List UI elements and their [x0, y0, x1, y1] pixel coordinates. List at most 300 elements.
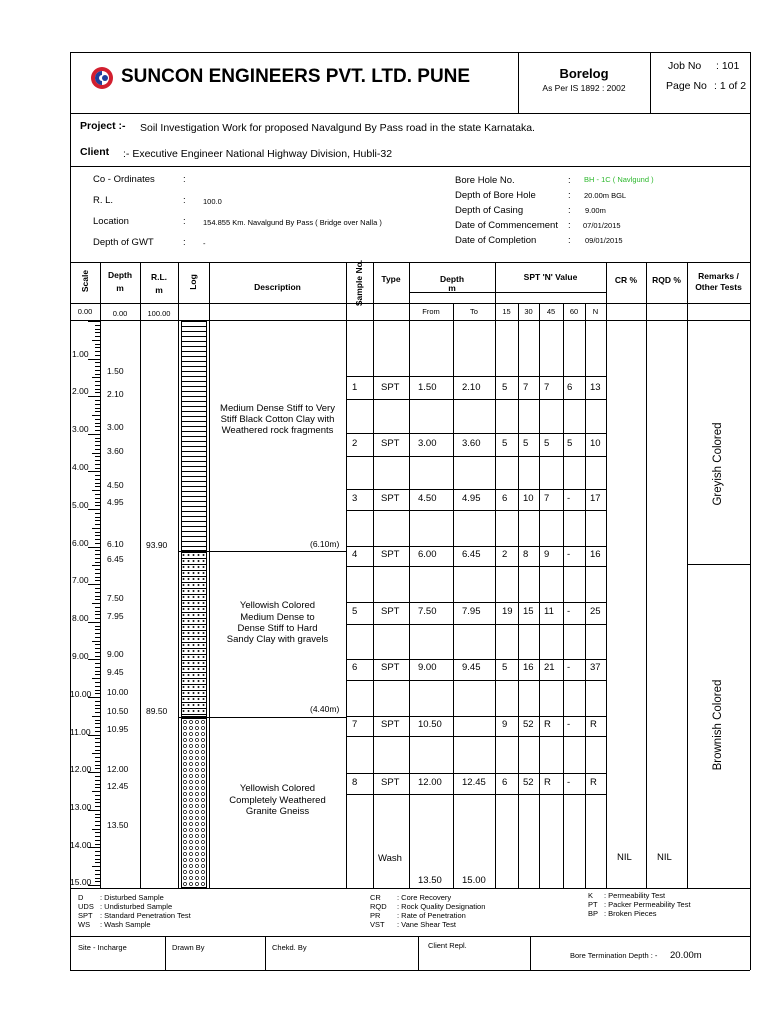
depth-label: 3.00 [107, 422, 124, 432]
scale-tick [95, 389, 100, 390]
scale-tick [95, 438, 100, 439]
scale-tick [95, 874, 100, 875]
scale-tick [95, 498, 100, 499]
legend-code: VST [370, 920, 385, 929]
scale-tick [95, 486, 100, 487]
sample-from: 6.00 [418, 549, 437, 560]
scale-tick [95, 554, 100, 555]
scale-label: 4.00 [72, 462, 89, 472]
scale-tick [95, 381, 100, 382]
sample-no: 3 [352, 493, 358, 504]
drawn-by: Drawn By [172, 943, 205, 952]
scale-tick [95, 404, 100, 405]
job-label: Job No [668, 60, 702, 72]
rl-label: 89.50 [146, 706, 168, 716]
scale-tick [95, 355, 100, 356]
scale-tick [95, 870, 100, 871]
scale-tick [95, 840, 100, 841]
legend-code: RQD [370, 902, 387, 911]
scale-tick [95, 750, 100, 751]
depth-label: 6.10 [107, 539, 124, 549]
scale-tick [95, 599, 100, 600]
scale-tick [95, 423, 100, 424]
legend-meaning: : Rock Quality Designation [397, 902, 486, 911]
scale-tick [92, 791, 100, 792]
page-value: : 1 of 2 [714, 80, 747, 92]
scale-label: 5.00 [72, 500, 89, 510]
legend-code: SPT [78, 911, 93, 920]
scale-tick [95, 550, 100, 551]
sample-type: SPT [381, 382, 400, 393]
sample-type: SPT [381, 777, 400, 788]
scale-tick [95, 795, 100, 796]
wash-type: Wash [378, 853, 402, 864]
start-colon: : [568, 220, 571, 231]
header-spt: SPT 'N' Value [523, 272, 578, 282]
casing-colon: : [568, 205, 571, 216]
scale-tick [95, 614, 100, 615]
sample-N: 25 [590, 606, 601, 617]
scale-tick [95, 671, 100, 672]
scale-tick [88, 321, 100, 322]
first-depth: 0.00 [112, 309, 128, 318]
scale-tick [95, 701, 100, 702]
sample-type: SPT [381, 493, 400, 504]
dbh-value: 20.00m BGL [584, 191, 627, 200]
layer-description-line: Yellowish Colored [239, 600, 316, 611]
sample-N: 10 [590, 438, 601, 449]
sample-from: 12.00 [418, 777, 442, 788]
header-depth2-unit: m [448, 283, 456, 293]
depth-label: 3.60 [107, 446, 124, 456]
start-label: Date of Commencement [455, 220, 558, 231]
legend-meaning: : Wash Sample [100, 920, 151, 929]
scale-tick [95, 844, 100, 845]
scale-tick [92, 716, 100, 717]
scale-label: 11.00 [70, 727, 91, 737]
header-45: 45 [546, 307, 556, 316]
scale-tick [95, 821, 100, 822]
depth-label: 4.50 [107, 480, 124, 490]
scale-tick [95, 344, 100, 345]
scale-tick [92, 603, 100, 604]
scale-tick [95, 784, 100, 785]
scale-tick [95, 682, 100, 683]
sample-N: R [590, 719, 597, 730]
scale-tick [95, 787, 100, 788]
layer-description-line: Sandy Clay with gravels [226, 634, 329, 645]
sample-n45: R [544, 719, 551, 730]
scale-tick [95, 400, 100, 401]
project-label: Project :- [80, 120, 126, 132]
scale-tick [95, 626, 100, 627]
scale-tick [95, 727, 100, 728]
scale-tick [95, 524, 100, 525]
scale-tick [95, 426, 100, 427]
scale-tick [88, 396, 100, 397]
scale-tick [95, 708, 100, 709]
chekd-by: Chekd. By [272, 943, 307, 952]
scale-label: 12.00 [70, 764, 92, 774]
scale-label: 6.00 [72, 538, 89, 548]
scale-tick [88, 509, 100, 510]
scale-tick [95, 817, 100, 818]
sample-from: 9.00 [418, 662, 437, 673]
rl-label: 93.90 [146, 540, 168, 550]
scale-tick [95, 862, 100, 863]
location-colon: : [183, 216, 186, 227]
scale-tick [95, 731, 100, 732]
sample-to: 6.45 [462, 549, 481, 560]
rl-value: 100.0 [203, 197, 222, 206]
scale-label: 7.00 [72, 575, 89, 585]
scale-tick [95, 693, 100, 694]
depth-label: 10.95 [107, 724, 129, 734]
sample-no: 8 [352, 777, 358, 788]
depth-label: 9.00 [107, 649, 124, 659]
scale-tick [95, 347, 100, 348]
scale-tick [88, 659, 100, 660]
depth-label: 13.50 [107, 820, 129, 830]
doc-title: Borelog [559, 66, 609, 81]
sample-n30: 10 [523, 493, 534, 504]
sample-N: R [590, 777, 597, 788]
wash-rqd: NIL [657, 852, 672, 863]
scale-tick [95, 513, 100, 514]
depth-label: 1.50 [107, 366, 124, 376]
doc-subtitle: As Per IS 1892 : 2002 [542, 83, 626, 93]
sample-n30: 15 [523, 606, 534, 617]
gwt-label: Depth of GWT [93, 237, 154, 248]
header-depth2: Depth [439, 274, 465, 284]
scale-tick [95, 468, 100, 469]
legend-meaning: : Permeability Test [604, 891, 666, 900]
sample-n15: 2 [502, 549, 508, 560]
scale-tick [95, 596, 100, 597]
layer-description-line: Granite Gneiss [245, 806, 310, 817]
legend-meaning: : Rate of Penetration [397, 911, 466, 920]
sample-no: 7 [352, 719, 358, 730]
scale-tick [95, 637, 100, 638]
scale-label: 1.00 [72, 349, 89, 359]
scale-tick [95, 329, 100, 330]
scale-label: 3.00 [72, 424, 89, 434]
scale-tick [95, 408, 100, 409]
sample-type: SPT [381, 719, 400, 730]
header-remarks2: Other Tests [695, 282, 742, 292]
sample-to: 12.45 [462, 777, 486, 788]
sample-n30: 8 [523, 549, 529, 560]
scale-tick [95, 475, 100, 476]
scale-tick [95, 667, 100, 668]
header-rqd: RQD % [652, 275, 681, 285]
header-from: From [422, 307, 440, 316]
sample-from: 3.00 [418, 438, 437, 449]
termination-label: Bore Termination Depth : - [570, 951, 658, 960]
scale-tick [95, 836, 100, 837]
scale-label: 10.00 [70, 689, 92, 699]
scale-tick [95, 859, 100, 860]
depth-label: 4.95 [107, 497, 124, 507]
wash-from: 13.50 [418, 875, 442, 886]
sample-to: 7.95 [462, 606, 481, 617]
company-logo [90, 66, 114, 90]
sample-n30: 52 [523, 777, 534, 788]
header-60: 60 [569, 307, 579, 316]
depth-label: 7.95 [107, 611, 124, 621]
sample-to: 4.95 [462, 493, 481, 504]
scale-tick [95, 535, 100, 536]
location-label: Location [93, 216, 129, 227]
scale-tick [95, 738, 100, 739]
sample-n60: 6 [567, 382, 573, 393]
scale-tick [95, 611, 100, 612]
sample-n30: 52 [523, 719, 534, 730]
header-rl: R.L. [150, 272, 168, 282]
header-30: 30 [524, 307, 533, 316]
sample-N: 13 [590, 382, 601, 393]
scale-tick [95, 392, 100, 393]
sample-n30: 5 [523, 438, 529, 449]
sample-type: SPT [381, 606, 400, 617]
scale-tick [95, 765, 100, 766]
legend-meaning: : Core Recovery [397, 893, 452, 902]
scale-tick [95, 832, 100, 833]
scale-tick [95, 385, 100, 386]
scale-tick [95, 799, 100, 800]
scale-tick [92, 377, 100, 378]
legend-meaning: : Undisturbed Sample [100, 902, 173, 911]
end-value: 09/01/2015 [585, 236, 623, 245]
scale-tick [92, 340, 100, 341]
scale-tick [95, 633, 100, 634]
scale-tick [95, 690, 100, 691]
layer-thickness: (6.10m) [310, 539, 340, 549]
scale-tick [95, 723, 100, 724]
legend-code: PT [588, 900, 598, 909]
sample-n15: 6 [502, 493, 508, 504]
scale-tick [95, 686, 100, 687]
rl-colon: : [183, 195, 186, 206]
scale-tick [92, 565, 100, 566]
gwt-value: - [203, 239, 206, 248]
scale-tick [95, 419, 100, 420]
legend-meaning: : Vane Shear Test [397, 920, 456, 929]
sample-from: 4.50 [418, 493, 437, 504]
wash-cr: NIL [617, 852, 632, 863]
sample-n30: 7 [523, 382, 529, 393]
end-label: Date of Completion [455, 235, 537, 246]
scale-tick [95, 652, 100, 653]
scale-tick [95, 460, 100, 461]
scale-tick [95, 618, 100, 619]
scale-tick [95, 517, 100, 518]
sample-to: 9.45 [462, 662, 481, 673]
scale-tick [95, 814, 100, 815]
log-clay [181, 321, 207, 551]
header-description: Description [254, 282, 301, 292]
depth-label: 10.50 [107, 706, 129, 716]
remark-brownish: Brownish Colored [712, 679, 724, 771]
layer-description-line: Completely Weathered [229, 795, 326, 806]
dbh-colon: : [568, 190, 571, 201]
scale-tick [95, 802, 100, 803]
rl-label: R. L. [93, 195, 114, 206]
scale-tick [95, 539, 100, 540]
sample-from: 10.50 [418, 719, 442, 730]
scale-tick [95, 441, 100, 442]
sample-from: 1.50 [418, 382, 437, 393]
scale-tick [95, 674, 100, 675]
scale-tick [95, 761, 100, 762]
sample-no: 6 [352, 662, 358, 673]
scale-tick [92, 528, 100, 529]
sample-n45: 7 [544, 493, 550, 504]
sample-type: SPT [381, 662, 400, 673]
sample-N: 37 [590, 662, 601, 673]
scale-tick [88, 471, 100, 472]
header-depth: Depth [107, 270, 133, 280]
scale-tick [95, 464, 100, 465]
sample-no: 4 [352, 549, 358, 560]
scale-label: 8.00 [72, 613, 89, 623]
depth-label: 7.50 [107, 593, 124, 603]
scale-label: 2.00 [72, 386, 89, 396]
scale-tick [95, 332, 100, 333]
coord-colon: : [183, 174, 186, 185]
scale-tick [95, 851, 100, 852]
sample-n45: 5 [544, 438, 550, 449]
sample-n60: - [567, 606, 571, 617]
sample-no: 5 [352, 606, 358, 617]
client-label: Client [80, 146, 110, 158]
sample-n45: 9 [544, 549, 550, 560]
sample-no: 2 [352, 438, 358, 449]
scale-tick [95, 881, 100, 882]
sample-type: SPT [381, 549, 400, 560]
sample-n60: - [567, 719, 571, 730]
scale-tick [92, 490, 100, 491]
client-repl: Client Repl. [428, 941, 467, 950]
layer-description-line: Medium Dense to [240, 612, 315, 623]
termination-value: 20.00m [670, 950, 702, 961]
scale-tick [92, 866, 100, 867]
scale-tick [88, 434, 100, 435]
sample-to: 3.60 [462, 438, 481, 449]
job-value: : 101 [716, 60, 740, 72]
legend-meaning: : Standard Penetration Test [100, 911, 191, 920]
scale-tick [95, 362, 100, 363]
scale-tick [95, 878, 100, 879]
scale-tick [92, 829, 100, 830]
depth-label: 9.45 [107, 667, 124, 677]
project-value: Soil Investigation Work for proposed Navalgund By Pass road in the state Karnataka. [140, 122, 535, 134]
sample-n15: 5 [502, 382, 508, 393]
scale-tick [95, 757, 100, 758]
end-colon: : [568, 235, 571, 246]
scale-label: 9.00 [72, 651, 89, 661]
scale-tick [95, 370, 100, 371]
sample-n60: - [567, 493, 571, 504]
scale-tick [95, 520, 100, 521]
scale-tick [95, 494, 100, 495]
bh-colon: : [568, 175, 571, 186]
scale-tick [95, 558, 100, 559]
scale-tick [92, 453, 100, 454]
first-scale: 0.00 [77, 307, 93, 316]
scale-tick [95, 336, 100, 337]
header-scale: Scale [80, 269, 90, 293]
coord-label: Co - Ordinates [93, 174, 155, 185]
header-remarks: Remarks / [698, 271, 739, 281]
page-label: Page No [666, 80, 707, 92]
legend-meaning: : Broken Pieces [604, 909, 657, 918]
sample-type: SPT [381, 438, 400, 449]
scale-tick [95, 776, 100, 777]
bh-value: BH - 1C ( Navlgund ) [584, 175, 654, 184]
scale-tick [95, 573, 100, 574]
scale-tick [95, 580, 100, 581]
layer-description-line: Stiff Black Cotton Clay with [220, 414, 335, 425]
scale-tick [95, 629, 100, 630]
depth-label: 10.00 [107, 687, 129, 697]
scale-tick [92, 753, 100, 754]
scale-tick [95, 562, 100, 563]
log-granite [181, 718, 207, 888]
sample-n60: - [567, 662, 571, 673]
scale-tick [95, 607, 100, 608]
sample-n15: 5 [502, 438, 508, 449]
sample-n60: 5 [567, 438, 573, 449]
sample-n45: 21 [544, 662, 555, 673]
sample-from: 7.50 [418, 606, 437, 617]
legend-code: K [588, 891, 594, 900]
wash-to: 15.00 [462, 875, 486, 886]
first-rl: 100.00 [147, 309, 171, 318]
company-name: SUNCON ENGINEERS PVT. LTD. PUNE [121, 66, 471, 87]
scale-tick [92, 641, 100, 642]
scale-tick [95, 411, 100, 412]
scale-label: 15.00 [70, 877, 92, 887]
log-sandy-clay-dots [181, 552, 207, 717]
scale-tick [95, 577, 100, 578]
location-value: 154.855 Km. Navalgund By Pass ( Bridge over Nalla ) [203, 218, 382, 227]
layer-description-line: Weathered rock fragments [221, 425, 334, 436]
scale-label: 14.00 [70, 840, 92, 850]
scale-tick [95, 366, 100, 367]
sample-n15: 6 [502, 777, 508, 788]
legend-code: D [78, 893, 84, 902]
site-incharge: Site - Incharge [78, 943, 127, 952]
casing-label: Depth of Casing [455, 205, 524, 216]
scale-tick [95, 588, 100, 589]
casing-value: 9.00m [585, 206, 606, 215]
sample-n45: 7 [544, 382, 550, 393]
header-to: To [470, 307, 478, 316]
scale-tick [95, 780, 100, 781]
legend-code: UDS [78, 902, 94, 911]
sample-n15: 19 [502, 606, 513, 617]
scale-tick [88, 584, 100, 585]
scale-tick [95, 855, 100, 856]
sample-to: 2.10 [462, 382, 481, 393]
scale-tick [95, 663, 100, 664]
sample-n60: - [567, 549, 571, 560]
scale-tick [95, 430, 100, 431]
client-value: :- Executive Engineer National Highway Division, Hubli-32 [123, 148, 393, 160]
scale-tick [95, 825, 100, 826]
layer-description-line: Medium Dense Stiff to Very [220, 403, 335, 414]
